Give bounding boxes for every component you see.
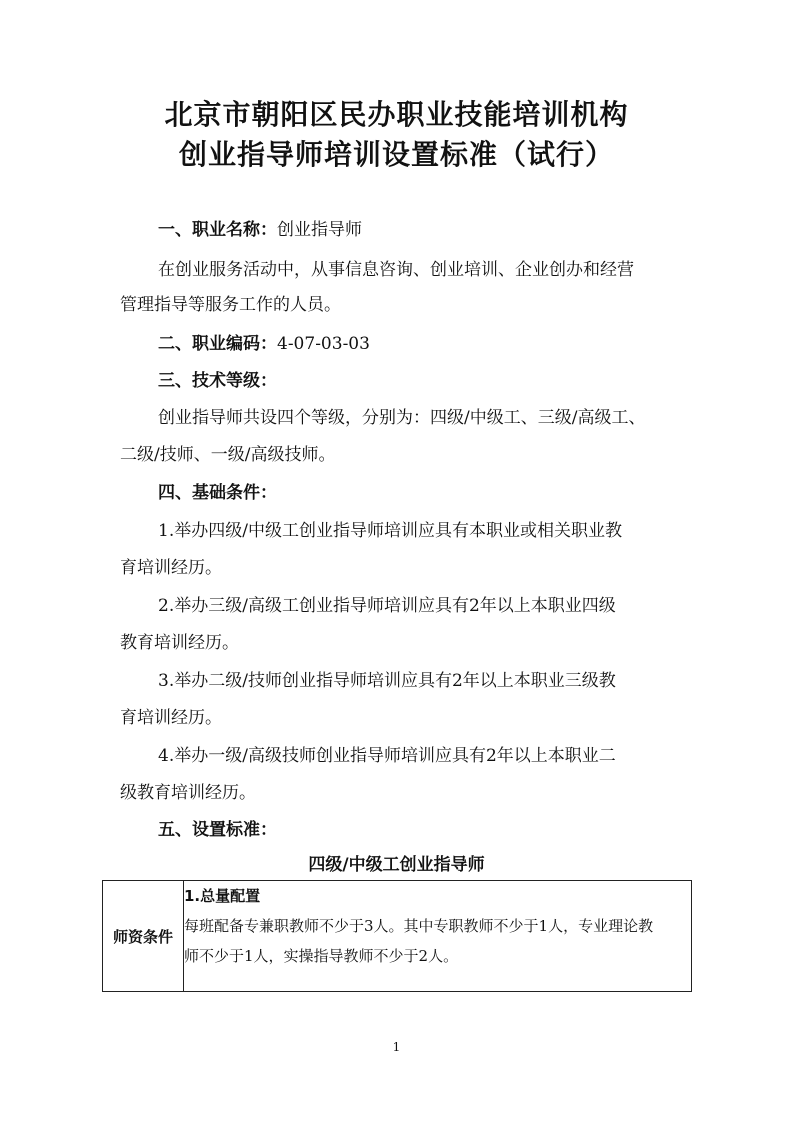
list-item-continuation: 级教育培训经历。 — [120, 783, 256, 803]
section-technical-levels: 三、技术等级： — [158, 371, 277, 391]
section-setup-standard: 五、设置标准： — [158, 820, 277, 840]
table-title: 四级/中级工创业指导师 — [308, 855, 485, 875]
paragraph-line: 创业指导师共设四个等级，分别为：四级/中级工、三级/高级工、 — [158, 408, 646, 428]
document-title-line1: 北京市朝阳区民办职业技能培训机构 — [164, 98, 629, 131]
list-item: 2.举办三级/高级工创业指导师培训应具有2年以上本职业四级 — [158, 596, 616, 616]
section-occupation-code — [158, 332, 718, 356]
content-line: 每班配备专兼职教师不少于3人。其中专职教师不少于1人，专业理论教 — [184, 917, 654, 935]
paragraph-line: 在创业服务活动中，从事信息咨询、创业培训、企业创办和经营 — [158, 260, 634, 280]
list-item: 3.举办二级/技师创业指导师培训应具有2年以上本职业三级教 — [158, 671, 616, 691]
page-number: 1 — [392, 1040, 401, 1054]
row-content — [184, 881, 692, 992]
section-basic-conditions: 四、基础条件： — [158, 483, 277, 503]
section-heading: 二、职业编码： — [158, 334, 277, 354]
list-item-continuation: 育培训经历。 — [120, 708, 222, 728]
occupation-code-value: 4-07-03-03 — [277, 334, 370, 354]
content-line: 师不少于1人，实操指导教师不少于2人。 — [184, 947, 459, 965]
paragraph-line: 二级/技师、一级/高级技师。 — [120, 445, 336, 465]
section-heading: 一、职业名称： — [158, 220, 277, 240]
subheading: 1.总量配置 — [184, 887, 261, 905]
paragraph-line: 管理指导等服务工作的人员。 — [120, 295, 341, 315]
section-occupation-name — [158, 218, 718, 242]
row-label: 师资条件 — [103, 881, 184, 992]
list-item: 4.举办一级/高级技师创业指导师培训应具有2年以上本职业二 — [158, 746, 616, 766]
document-title-line2: 创业指导师培训设置标准（试行） — [178, 138, 614, 171]
occupation-name-value: 创业指导师 — [277, 220, 362, 240]
list-item-continuation: 育培训经历。 — [120, 558, 222, 578]
list-item: 1.举办四级/中级工创业指导师培训应具有本职业或相关职业教 — [158, 521, 622, 541]
list-item-continuation: 教育培训经历。 — [120, 633, 239, 653]
table-row — [103, 881, 692, 992]
standards-table — [102, 880, 692, 992]
